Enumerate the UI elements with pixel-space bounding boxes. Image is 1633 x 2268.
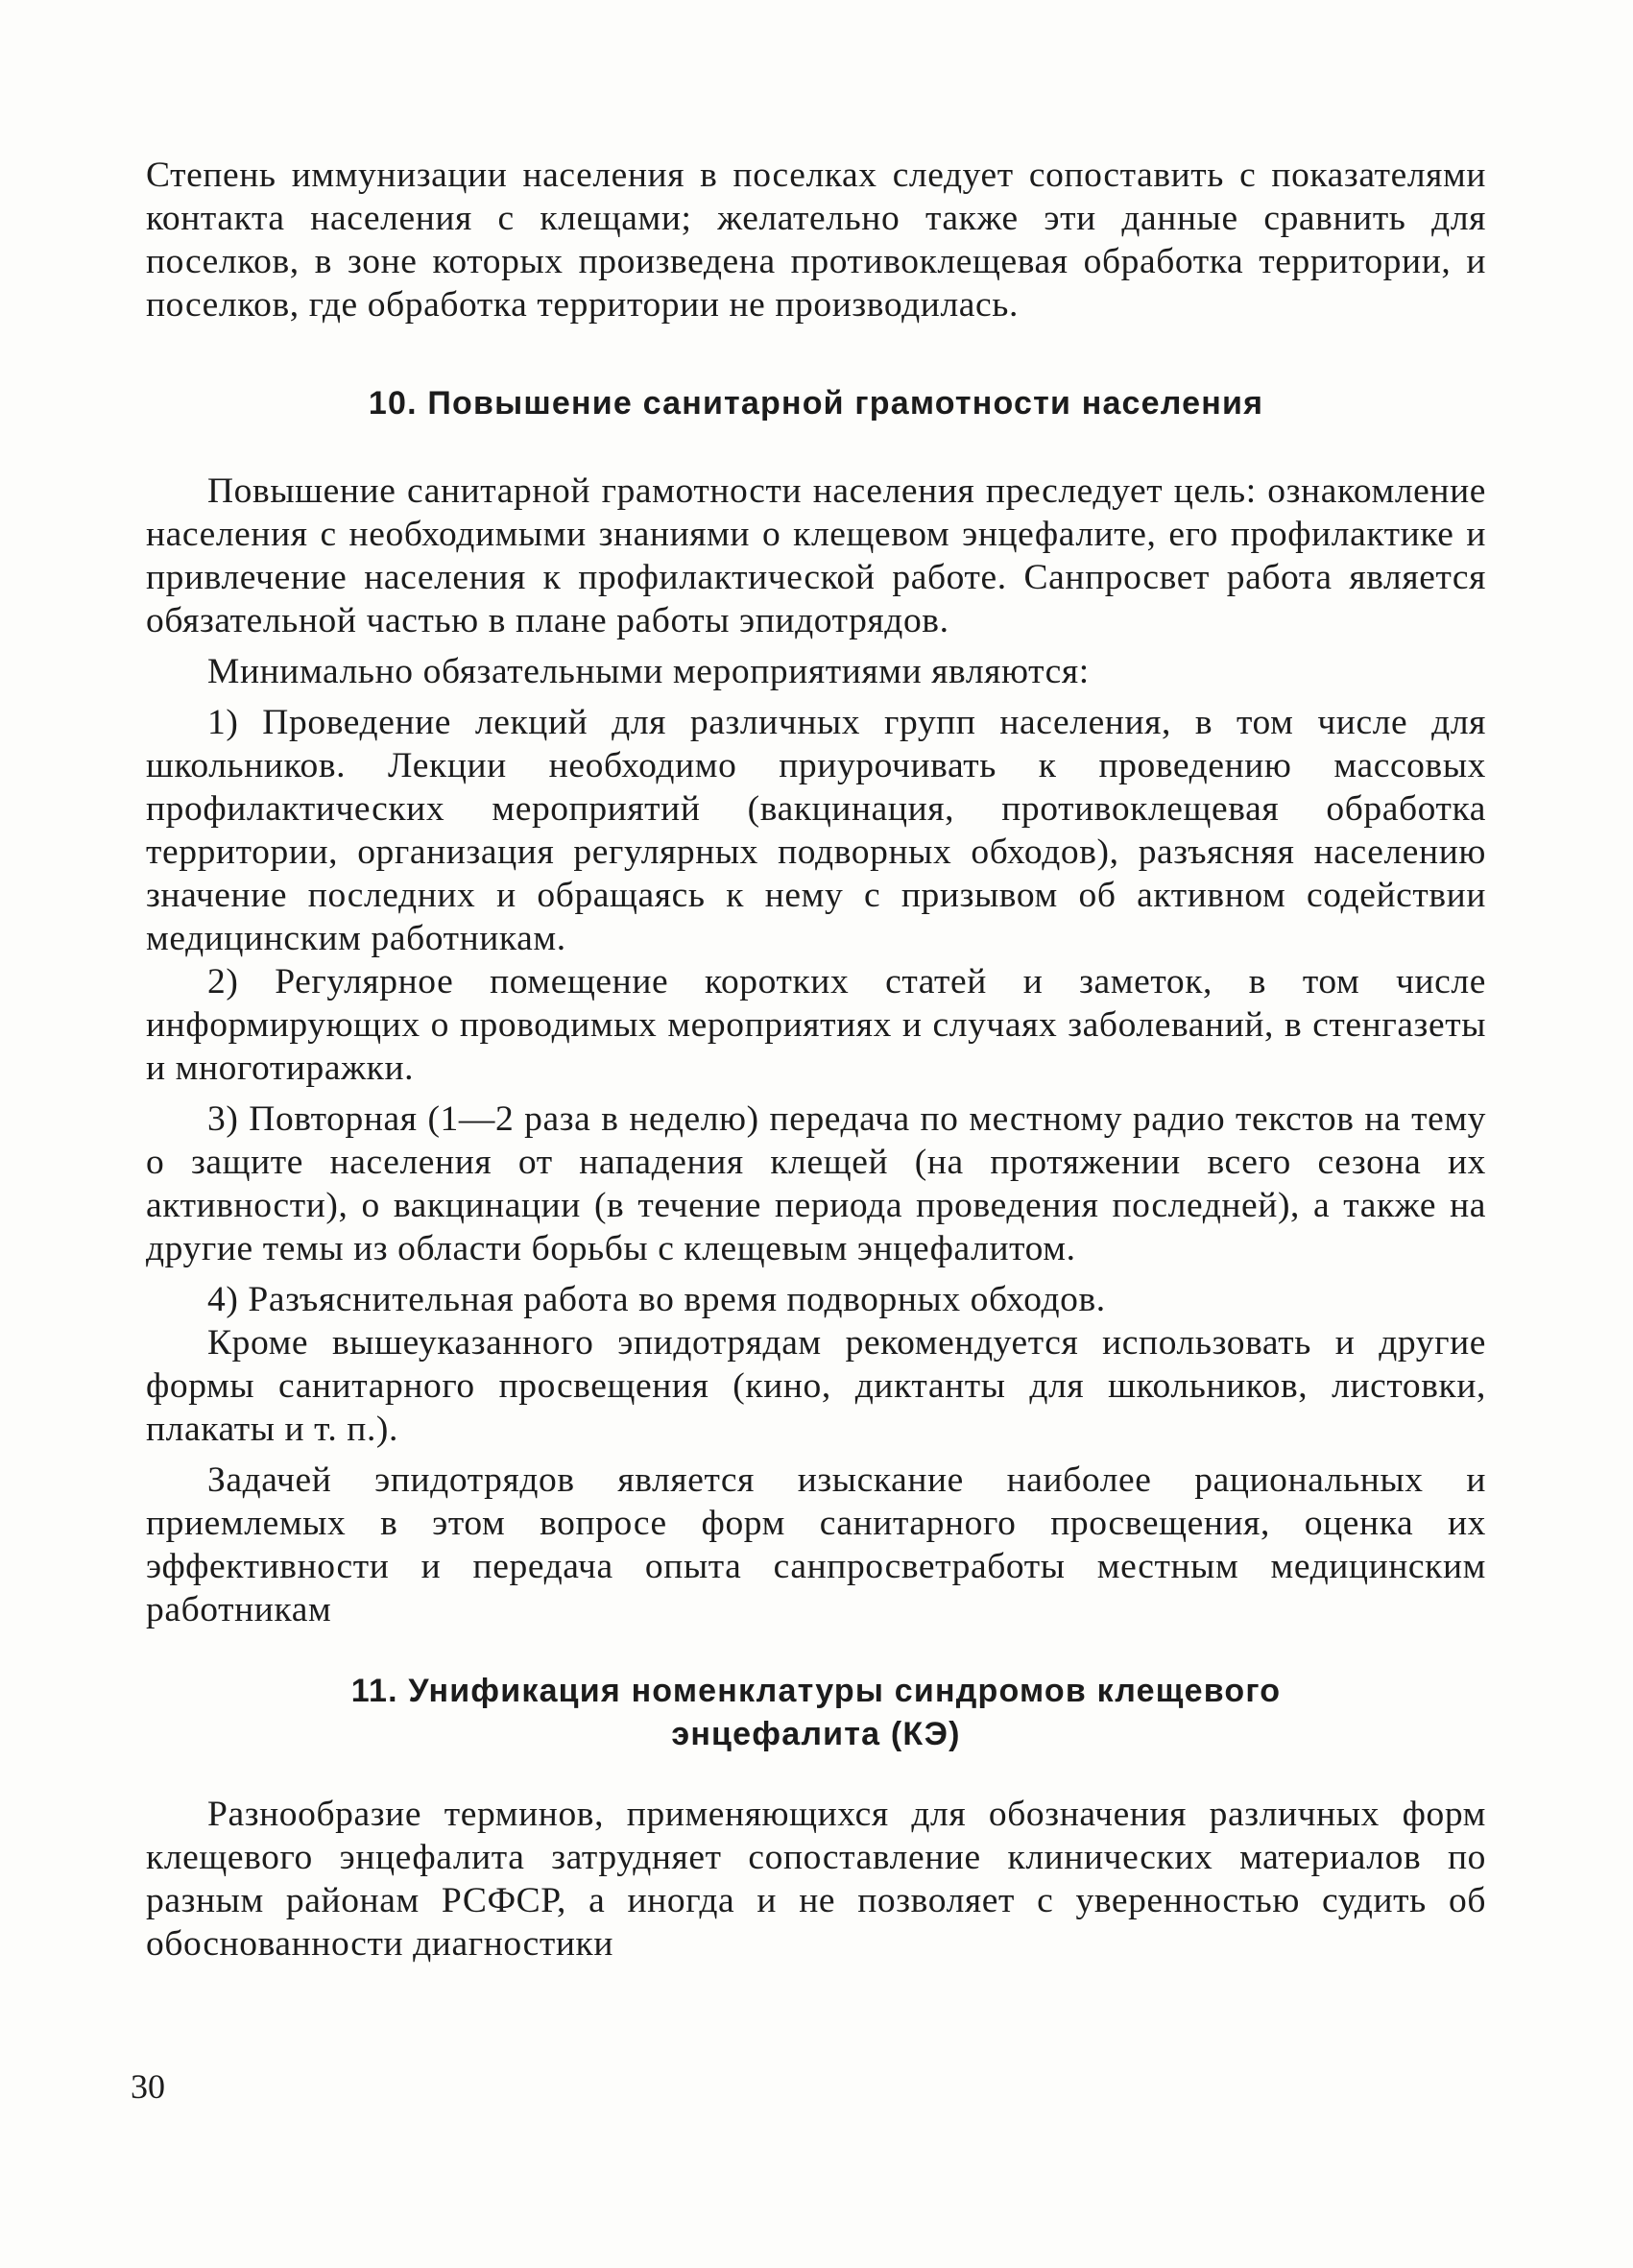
intro-paragraph: Степень иммунизации населения в поселках следует сопоставить с показателями контакта населения с клещами; желательно также эти данные сравнить для поселков, в зоне которых произведена противоклещевая обработка территории, и поселков, где обработка территории не производилась. xyxy=(146,156,1486,325)
page-number: 30 xyxy=(131,2067,165,2106)
section-11-paragraph-1: Разнообразие терминов, применяющихся для обозначения различных форм клещевого энцефалита затрудняет сопоставление клинических материалов по разным районам РСФСР, а иногда и не позволяет с уверенностью судить об обоснованности диагностики xyxy=(146,1795,1486,1964)
section-10-paragraph-3: Кроме вышеуказанного эпидотрядам рекомендуется использовать и другие формы санитарного просвещения (кино, диктанты для школьников, листовки, плакаты и т. п.). xyxy=(146,1323,1486,1449)
section-10-paragraph-4: Задачей эпидотрядов является изыскание наиболее рациональных и приемлемых в этом вопросе форм санитарного просвещения, оценка их эффективности и передача опыта санпросветработы местным медицинским работникам xyxy=(146,1460,1486,1629)
page-content xyxy=(146,154,1486,1966)
list-item-4: 4) Разъяснительная работа во время подворных обходов. xyxy=(207,1280,1106,1319)
section-10-paragraph-1: Повышение санитарной грамотности населения преследует цель: ознакомление населения с необходимыми знаниями о клещевом энцефалите, его профилактике и привлечение населения к профилактической работе. Санпросвет работа является обязательной частью в плане работы эпидотрядов. xyxy=(146,471,1486,640)
list-item-3: 3) Повторная (1—2 раза в неделю) передача по местному радио текстов на тему о защите населения от нападения клещей (на протяжении всего сезона их активности), о вакцинации (в течение периода проведения последней), а также на другие темы из области борьбы с клещевым энцефалитом. xyxy=(146,1099,1486,1268)
section-10-paragraph-2: Минимально обязательными мероприятиями являются: xyxy=(207,652,1090,691)
section-10-heading: 10. Повышение санитарной грамотности населения xyxy=(368,385,1264,422)
list-item-1: 1) Проведение лекций для различных групп населения, в том числе для школьников. Лекции необходимо приурочивать к проведению массовых профилактических мероприятий (вакцинация, противоклещевая обработка территории, организация регулярных подворных обходов), разъясняя населению значение последних и обращаясь к нему с призывом об активном содействии медицинским работникам. xyxy=(146,703,1486,958)
section-11-heading: 11. Унификация номенклатуры синдромов клещевого энцефалита (КЭ) xyxy=(350,1673,1282,1752)
list-item-2: 2) Регулярное помещение коротких статей и заметок, в том числе информирующих о проводимых мероприятиях и случаях заболеваний, в стенгазеты и многотиражки. xyxy=(146,962,1486,1088)
